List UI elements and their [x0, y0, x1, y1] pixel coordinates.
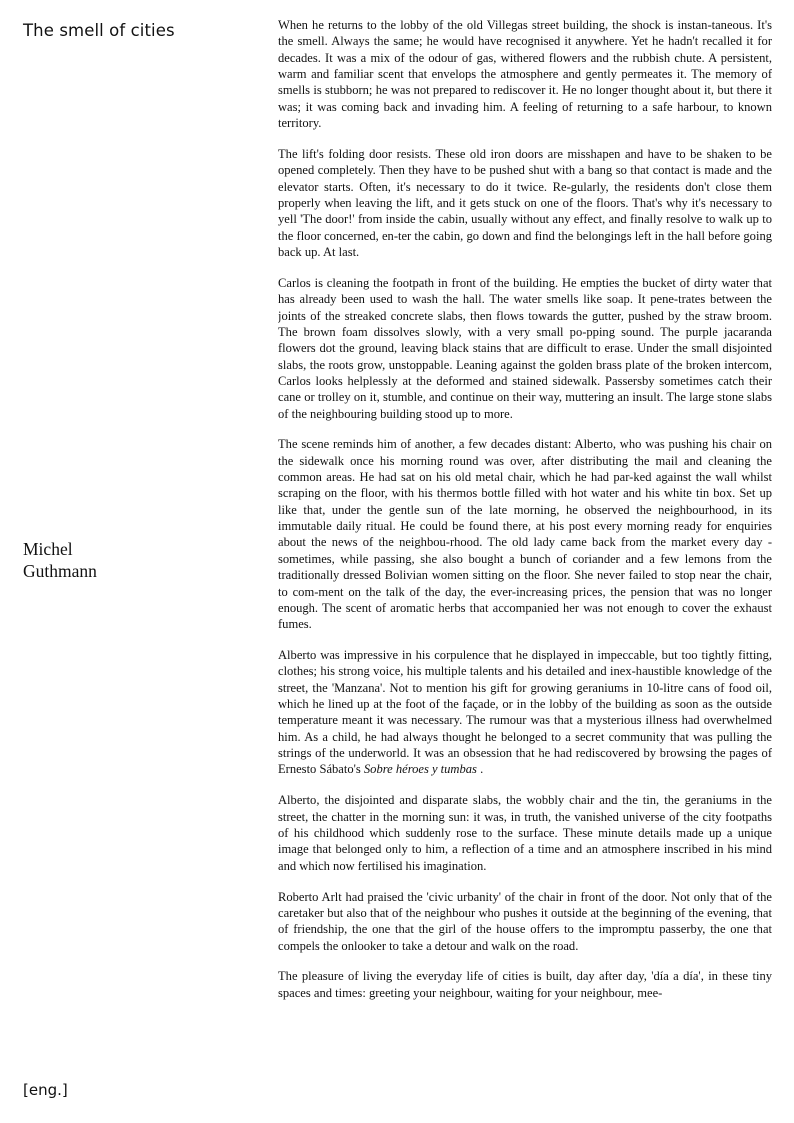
paragraph: The scene reminds him of another, a few decades distant: Alberto, who was pushing his chair on the sidewalk once his morning round was over, after distributing the mail and cleaning the common areas. He had sat on his old metal chair, which he had par-ked against the wall whilst scraping on the floor, with his thermos bottle filled with hot water and his white tin box. Set up like that, under the gentle sun of the late morning, he observed the neighbourhood, in its immutable daily ritual. He could be found there, at his post every morning ready for enquiries about the news of the neighbou-rhood. The old lady came back from the market every day - sometimes, while passing, she also bought a bunch of coriander and a few lemons from the traditionally dressed Bolivian women sitting on the floor. She never failed to stop near the chair, to com-ment on the talk of the day, the ever-increasing prices, the pension that was no longer enough. The scent of aromatic herbs that accompanied her was not enough to cover the exhaust fumes.: [278, 437, 772, 632]
paragraph-text: Alberto was impressive in his corpulence that he displayed in impeccable, but too tightly fitting, clothes; his strong voice, his multiple talents and his detailed and inex-haustible knowledge of the street, the 'Manzana'. Not to mention his gift for growing geraniums in 10-litre cans of food oil, which he lined up at the foot of the façade, or in the lobby of the building as soon as the outside temperature meant it was necessary. The rumour was that a mysterious illness had overwhelmed him. As a child, he had always thought he belonged to a secret community that was pulling the strings of the underworld. It was an obsession that he had rediscovered by browsing the pages of Ernesto Sábato's: [278, 648, 772, 777]
left-sidebar-column: [0, 0, 278, 1123]
paragraph-tail: .: [476, 762, 484, 777]
paragraph: Roberto Arlt had praised the 'civic urbanity' of the chair in front of the door. Not only that of the caretaker but also that of the neighbour who pushes it outside at the beginning of the evening, that of friendship, the one that the girl of the house offers to the impromptu passerby, the one that compels the onlooker to take a detour and walk on the road.: [278, 889, 772, 953]
paragraph: Alberto, the disjointed and disparate slabs, the wobbly chair and the tin, the geraniums in the street, the chatter in the morning sun: it was, in truth, the vanished universe of the city footpaths of his childhood which suddenly rose to the surface. These minute details made up a unique image that belonged only to him, a reflection of a time and an atmosphere inscribed in his mind and which now fertilised his imagination.: [278, 793, 772, 873]
paragraph: Carlos is cleaning the footpath in front of the building. He empties the bucket of dirty water that has already been used to wash the hall. The water smells like soap. It pene-trates between the joints of the streaked concrete slabs, then flows towards the gutter, pushed by the straw broom. The brown foam dissolves slowly, with a very small po-pping sound. The purple jacaranda flowers dot the ground, leaving black stains that are difficult to erase. Under the small disjointed slabs, the roots grow, unstoppable. Leaning against the golden brass plate of the broken intercom, Carlos looks helplessly at the deformed and stained sidewalk. Passersby sometimes catch their cane or trolley on it, stumble, and continue on their way, muttering an insult. The large stone slabs of the neighbouring building stood up to more.: [278, 275, 772, 421]
paragraph: When he returns to the lobby of the old Villegas street building, the shock is instan-taneous. It's the smell. Always the same; he would have recognised it anywhere. Yet he hadn't recalled it for decades. It was a mix of the odour of gas, withered flowers and the rubbish chute. A persistent, warm and familiar scent that envelops the atmosphere and gently permeates it. The memory of smells is stubborn; he was not prepared to rediscover it. He no longer thought about it, but there it was; it was coming back and invading him. A feeling of returning to a safe harbour, to known territory.: [278, 18, 772, 131]
paragraph-with-citation: [278, 647, 772, 778]
author-name: Michel Guthmann: [23, 539, 97, 582]
book-title: Sobre héroes y tumbas: [363, 762, 477, 777]
paragraph: The pleasure of living the everyday life of cities is built, day after day, 'día a día', in these tiny spaces and times: greeting your neighbour, waiting for your neighbour, mee-: [278, 969, 772, 1000]
page-title: The smell of cities: [23, 21, 175, 40]
body-text-column: [278, 17, 772, 1107]
language-tag: [eng.]: [23, 1081, 68, 1099]
paragraph: The lift's folding door resists. These old iron doors are misshapen and have to be shaken to be opened completely. Then they have to be pushed shut with a bang so that contact is made and the elevator starts. Often, it's necessary to do it twice. Re-gularly, the residents don't close them properly when leaving the lift, and it gets stuck on one of the floors. That's why it's necessary to yell 'The door!' from inside the cabin, usually without any effect, and finally resolve to walk up to the floor concerned, en-ter the cabin, go down and find the belongings left in the hall before going back up. At last.: [278, 146, 772, 259]
